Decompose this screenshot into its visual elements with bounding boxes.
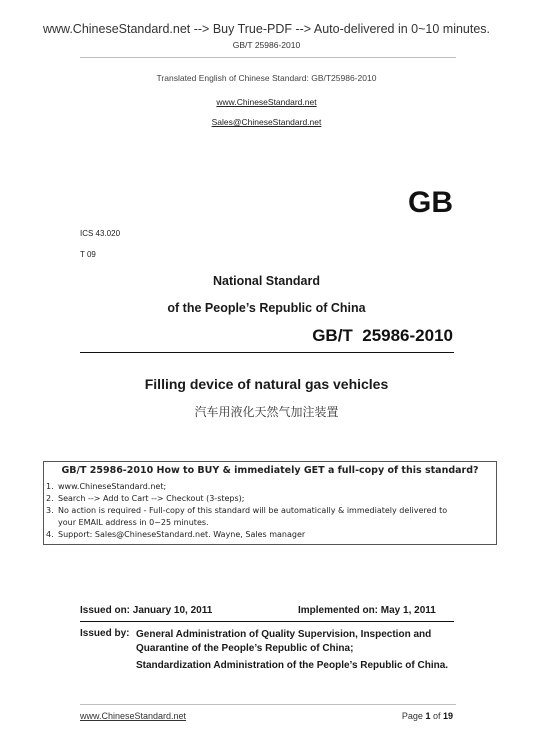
website-link[interactable]: www.ChineseStandard.net — [216, 97, 317, 107]
list-item-continuation: your EMAIL address in 0~25 minutes. — [58, 518, 209, 527]
gb-logo: GB — [408, 186, 453, 219]
header-divider — [80, 57, 456, 58]
footer-website-link[interactable]: www.ChineseStandard.net — [80, 711, 187, 721]
footer-divider — [80, 704, 456, 705]
email-link[interactable]: Sales@ChineseStandard.net — [211, 117, 322, 127]
page-indicator: Page 1 of 19 — [401, 711, 453, 721]
website-link-row — [0, 92, 533, 110]
implemented-on-date: Implemented on: May 1, 2011 — [298, 605, 436, 616]
national-standard-heading: National Standard — [213, 274, 320, 288]
list-item: 1. www.ChineseStandard.net; — [46, 482, 167, 491]
current-page: 1 — [425, 711, 431, 721]
category-code: T 09 — [80, 250, 96, 259]
total-pages: 19 — [442, 711, 453, 721]
header-standard-code: GB/T 25986-2010 — [232, 40, 301, 50]
english-title: Filling device of natural gas vehicles — [144, 376, 389, 392]
list-item: 3. No action is required - Full-copy of this standard will be automatically & immediately delivered to — [46, 506, 448, 515]
list-item: 4. Support: Sales@ChineseStandard.net. Wayne, Sales manager — [46, 530, 306, 539]
email-link-row — [0, 112, 533, 130]
standard-divider — [80, 352, 454, 353]
issuers — [136, 628, 453, 673]
issued-on-date: Issued on: January 10, 2011 — [80, 605, 213, 616]
list-item: 2. Search --> Add to Cart --> Checkout (3-steps); — [46, 494, 245, 503]
chinese-title: 汽车用液化天然气加注装置 — [194, 405, 339, 419]
issuer-sac: Standardization Administration of the People’s Republic of China. — [136, 660, 449, 671]
issuer-aqsiq: General Administration of Quality Supervision, Inspection and Quarantine of the People’s Republic of China; — [136, 629, 432, 654]
purchase-steps-list — [44, 481, 447, 541]
step-website-link[interactable]: www.ChineseStandard.net; — [58, 482, 167, 491]
issue-divider — [80, 621, 454, 622]
issued-by-label: Issued by: — [80, 628, 130, 639]
translation-note: Translated English of Chinese Standard: GB/T25986-2010 — [156, 73, 377, 83]
country-heading: of the People’s Republic of China — [167, 301, 366, 315]
ics-code: ICS 43.020 — [80, 229, 121, 238]
purchase-box-title: GB/T 25986-2010 How to BUY & immediately GET a full-copy of this standard? — [61, 465, 479, 476]
top-banner: www.ChineseStandard.net --> Buy True-PDF --> Auto-delivered in 0~10 minutes. — [42, 22, 491, 36]
purchase-info-box — [43, 461, 497, 545]
standard-number: GB/T 25986-2010 — [312, 326, 453, 345]
